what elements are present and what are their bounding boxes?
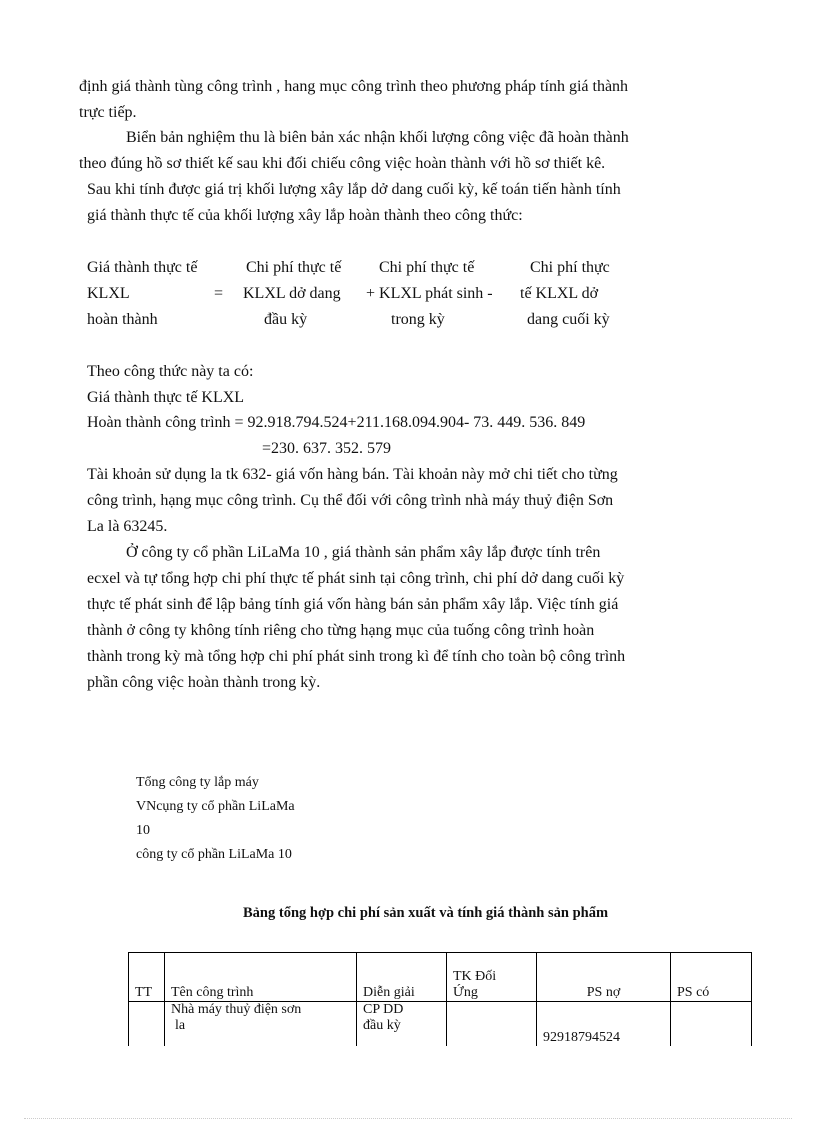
formula-term-line: tế KLXL dở — [520, 285, 599, 302]
paragraph-line: phần công việc hoàn thành trong kỳ. — [87, 674, 321, 691]
paragraph-line: thành ở công ty không tính riêng cho từng hạng mục của tuống công trình hoàn — [87, 622, 595, 639]
company-header-line: VNcụng ty cổ phần LiLaMa — [136, 799, 295, 814]
paragraph-line: Sau khi tính được giá trị khối lượng xây lắp dở dang cuối kỳ, kế toán tiến hành tính — [87, 181, 621, 198]
table-title: Bảng tổng hợp chi phí sản xuất và tính giá thành sản phẩm — [243, 905, 609, 921]
cell-line: đầu kỳ — [363, 1018, 401, 1033]
formula-lhs-line: Giá thành thực tế — [87, 259, 198, 276]
cell-ps-no: 92918794524 — [537, 1002, 671, 1046]
header-ten-cong-trinh: Tên công trình — [165, 953, 357, 1002]
company-header-line: Tổng công ty lắp máy — [136, 775, 259, 790]
paragraph-line: thực tế phát sinh để lập bảng tính giá vốn hàng bán sản phẩm xây lắp. Việc tính giá — [87, 596, 619, 613]
paragraph-line: Biển bản nghiệm thu là biên bản xác nhận khối lượng công việc đã hoàn thành — [126, 129, 629, 146]
cell-line: Nhà máy thuỷ điện sơn — [171, 1002, 302, 1017]
formula-term-line: + KLXL phát sinh - — [366, 285, 493, 302]
cell-line: la — [175, 1018, 186, 1033]
paragraph-line: giá thành thực tế của khối lượng xây lắp hoàn thành theo công thức: — [87, 207, 523, 224]
formula-lhs-line: KLXL — [87, 285, 130, 302]
formula-term-line: KLXL dở dang — [243, 285, 341, 302]
formula-lhs-line: hoàn thành — [87, 311, 158, 328]
cell-tt — [129, 1002, 165, 1046]
calc-line: Giá thành thực tế KLXL — [87, 389, 245, 406]
cell-ten-cong-trinh — [165, 1002, 357, 1046]
header-tt: TT — [129, 953, 165, 1002]
calc-intro: Theo công thức này ta có: — [87, 363, 254, 380]
paragraph-line: thành trong kỳ mà tổng hợp chi phí phát sinh trong kì để tính cho toàn bộ công trình — [87, 648, 626, 665]
table-header-row — [129, 953, 752, 1002]
cell-tk-doi-ung — [447, 1002, 537, 1046]
header-tk-line: TK Đối — [453, 969, 497, 984]
paragraph-line: theo đúng hồ sơ thiết kế sau khi đối chiếu công việc hoàn thành với hồ sơ thiết kê. — [79, 155, 606, 172]
paragraph-line: ecxel và tự tổng hợp chi phí thực tế phát sinh tại công trình, chi phí dở dang cuối kỳ — [87, 570, 625, 587]
formula-term-line: Chi phí thực — [530, 259, 610, 276]
cell-line: CP DD — [363, 1002, 404, 1017]
company-header-line: 10 — [136, 823, 150, 838]
formula-term-line: Chi phí thực tế — [379, 259, 475, 276]
paragraph-line: Ở công ty cổ phần LiLaMa 10 , giá thành sản phẩm xây lắp được tính trên — [126, 544, 601, 561]
header-dien-giai: Diễn giải — [357, 953, 447, 1002]
paragraph-line: định giá thành tùng công trình , hang mục công trình theo phương pháp tính giá thành — [79, 78, 629, 95]
header-ps-no: PS nợ — [537, 953, 671, 1002]
table-row — [129, 1002, 752, 1046]
cell-ps-co — [671, 1002, 752, 1046]
formula-equals-sign: = — [214, 285, 224, 302]
formula-term-line: trong kỳ — [391, 311, 445, 328]
header-ps-co: PS có — [671, 953, 752, 1002]
header-tk-line: Ứng — [453, 985, 478, 1000]
header-tk-doi-ung — [447, 953, 537, 1002]
paragraph-line: La là 63245. — [87, 518, 168, 535]
calc-line: Hoàn thành công trình = 92.918.794.524+211.168.094.904- 73. 449. 536. 849 — [87, 414, 586, 431]
cost-summary-table — [128, 952, 752, 1046]
company-header-line: công ty cổ phần LiLaMa 10 — [136, 847, 292, 862]
formula-term-line: Chi phí thực tế — [246, 259, 342, 276]
formula-term-line: đầu kỳ — [264, 311, 308, 328]
formula-term-line: dang cuối kỳ — [527, 311, 610, 328]
calc-result: =230. 637. 352. 579 — [262, 440, 392, 457]
paragraph-line: trực tiếp. — [79, 104, 137, 121]
cell-dien-giai — [357, 1002, 447, 1046]
page-bottom-divider — [24, 1118, 792, 1119]
paragraph-line: công trình, hạng mục công trình. Cụ thể đối với công trình nhà máy thuỷ điện Sơn — [87, 492, 614, 509]
paragraph-line: Tài khoản sử dụng la tk 632- giá vốn hàng bán. Tài khoản này mở chi tiết cho từng — [87, 466, 618, 483]
